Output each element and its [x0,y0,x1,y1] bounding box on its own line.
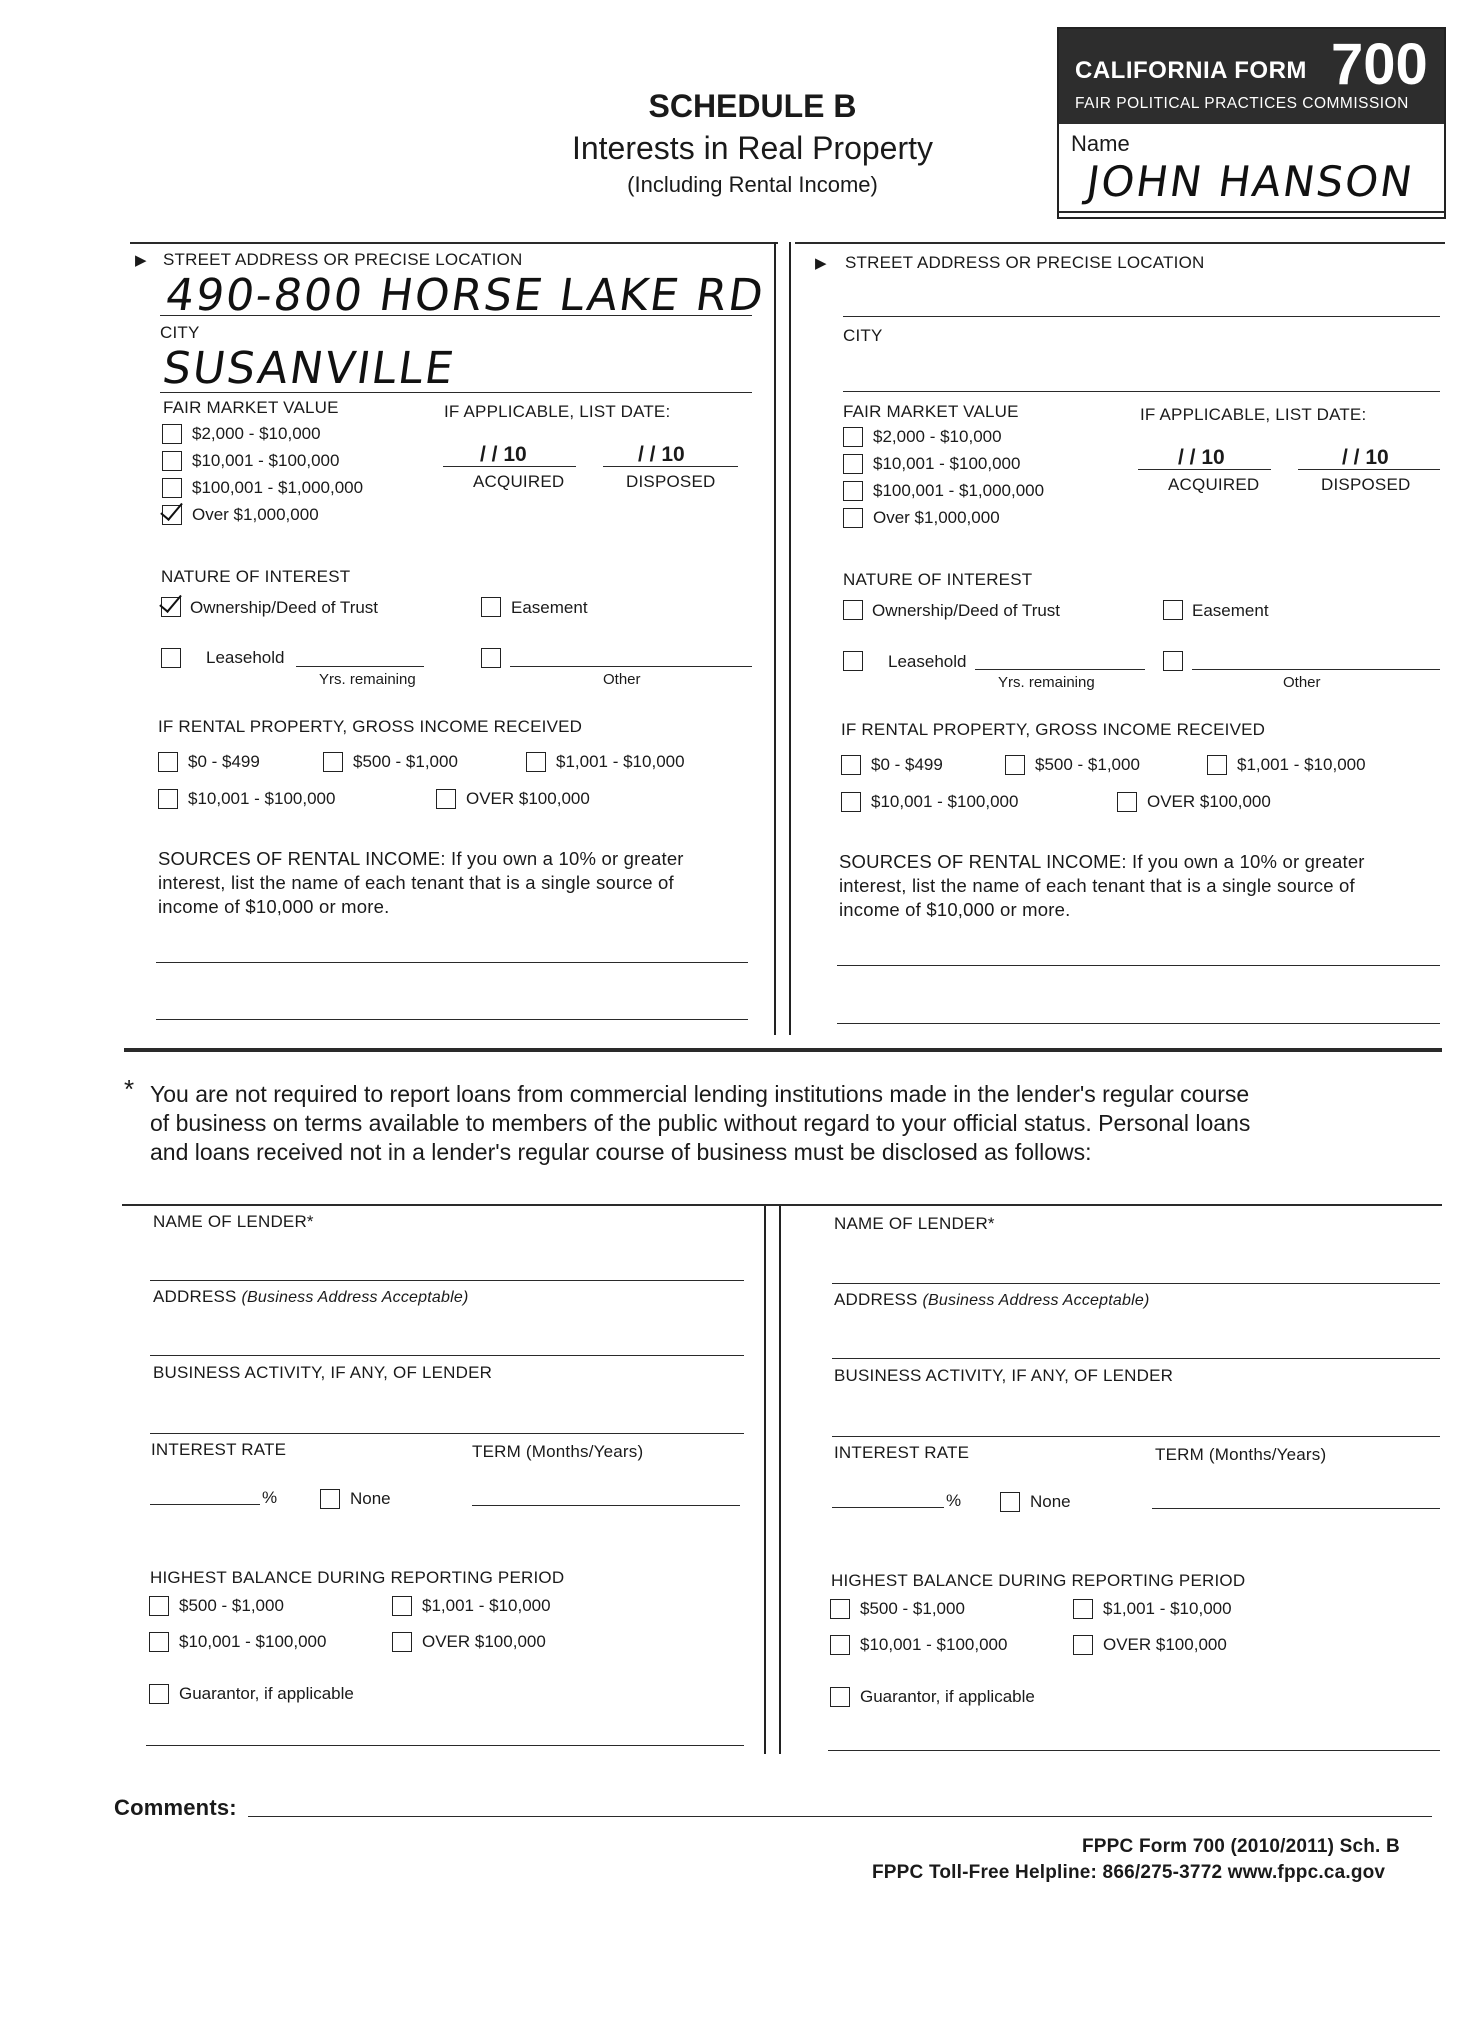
right-rental-option-4: $10,001 - $100,000 [871,792,1019,811]
left-rate-label: INTEREST RATE [151,1440,287,1459]
left-address-field[interactable]: 490-800 HORSE LAKE RD [162,270,769,321]
left-acquired-value[interactable]: / / 10 [480,443,527,466]
right-guarantor-field[interactable] [828,1750,1440,1751]
right-fmv-checkbox-1[interactable] [843,427,863,447]
right-lender-field[interactable] [832,1283,1440,1284]
right-term-field[interactable] [1152,1508,1440,1509]
left-fmv-checkbox-3[interactable] [162,478,182,498]
left-easement-checkbox[interactable] [481,597,501,617]
left-balance-option-2: $1,001 - $10,000 [422,1596,551,1615]
comments-field[interactable] [248,1816,1432,1817]
left-fmv-checkbox-1[interactable] [162,424,182,444]
right-acquired-label: ACQUIRED [1168,475,1260,494]
left-sources-text-1: SOURCES OF RENTAL INCOME: If you own a 10% or greater [158,848,684,869]
left-acquired-label: ACQUIRED [473,472,565,491]
right-fmv-option-3: $100,001 - $1,000,000 [873,481,1045,500]
right-city-label: CITY [843,326,883,345]
left-city-label: CITY [160,323,200,342]
property-divider-a [774,242,776,1035]
name-field[interactable]: JOHN HANSON [1083,157,1418,206]
right-ownership-checkbox[interactable] [843,600,863,620]
right-activity-label: BUSINESS ACTIVITY, IF ANY, OF LENDER [834,1366,1174,1385]
right-disposed-label: DISPOSED [1321,475,1411,494]
right-rental-option-3: $1,001 - $10,000 [1237,755,1366,774]
left-nature-label: NATURE OF INTEREST [161,567,351,586]
left-rental-checkbox-3[interactable] [526,752,546,772]
right-rental-option-1: $0 - $499 [871,755,943,774]
left-lender-field[interactable] [150,1280,744,1281]
left-yrs-label: Yrs. remaining [319,671,416,688]
loan-divider-a [764,1206,766,1754]
right-balance-option-1: $500 - $1,000 [860,1599,965,1618]
right-balance-checkbox-2[interactable] [1073,1599,1093,1619]
left-city-field[interactable]: SUSANVILLE [159,343,459,394]
form-banner [1059,29,1444,124]
left-rental-option-5: OVER $100,000 [466,789,590,808]
left-rental-checkbox-4[interactable] [158,789,178,809]
left-other-checkbox[interactable] [481,648,501,668]
left-sources-text-2: interest, list the name of each tenant that is a single source of [158,872,674,893]
left-tenant-line-2[interactable] [156,1019,748,1020]
form-label: CALIFORNIA FORM [1075,57,1307,84]
section-divider [124,1048,1442,1052]
right-fmv-checkbox-2[interactable] [843,454,863,474]
right-easement-checkbox[interactable] [1163,600,1183,620]
commission-label: FAIR POLITICAL PRACTICES COMMISSION [1075,95,1409,112]
right-balance-option-4: OVER $100,000 [1103,1635,1227,1654]
notice-line-1: You are not required to report loans from commercial lending institutions made in the lender's regular course [150,1081,1250,1107]
left-percent: % [262,1488,278,1507]
helpline-text: FPPC Toll-Free Helpline: 866/275-3772 www.fppc.ca.gov [872,1862,1386,1883]
schedule-title: SCHEDULE B [648,88,857,124]
left-loan-address-field[interactable] [150,1355,744,1356]
left-guarantor-field[interactable] [146,1745,744,1746]
right-other-checkbox[interactable] [1163,651,1183,671]
arrow-icon: ▶ [135,252,147,269]
right-balance-label: HIGHEST BALANCE DURING REPORTING PERIOD [831,1571,1246,1590]
left-easement-label: Easement [511,598,588,617]
left-sources-text-3: income of $10,000 or more. [158,896,390,917]
schedule-subtitle: Interests in Real Property [571,130,934,166]
right-address-label: STREET ADDRESS OR PRECISE LOCATION [845,253,1205,272]
right-rental-checkbox-3[interactable] [1207,755,1227,775]
right-list-date-label: IF APPLICABLE, LIST DATE: [1140,405,1367,424]
right-rental-checkbox-2[interactable] [1005,755,1025,775]
notice-line-2: of business on terms available to members of the public without regard to your official status. Personal loans [150,1110,1251,1136]
right-rental-option-5: OVER $100,000 [1147,792,1271,811]
right-ownership-label: Ownership/Deed of Trust [872,601,1061,620]
left-rental-option-1: $0 - $499 [188,752,260,771]
right-fmv-option-2: $10,001 - $100,000 [873,454,1021,473]
right-nature-label: NATURE OF INTEREST [843,570,1033,589]
right-none-checkbox[interactable] [1000,1492,1020,1512]
left-fmv-option-1: $2,000 - $10,000 [192,424,321,443]
schedule-note: (Including Rental Income) [627,172,878,197]
left-none-checkbox[interactable] [320,1489,340,1509]
left-other-label: Other [603,671,641,688]
arrow-icon: ▶ [815,255,827,272]
right-acquired-value[interactable]: / / 10 [1178,446,1225,469]
notice-star: * [124,1074,135,1104]
left-balance-checkbox-4[interactable] [392,1632,412,1652]
right-sources-text-2: interest, list the name of each tenant that is a single source of [839,875,1355,896]
loan-top-rule [122,1204,1442,1206]
right-loan-address-label: ADDRESS (Business Address Acceptable) [834,1290,1150,1309]
left-balance-option-1: $500 - $1,000 [179,1596,284,1615]
left-balance-option-4: OVER $100,000 [422,1632,546,1651]
left-guarantor-label: Guarantor, if applicable [179,1684,354,1703]
right-guarantor-label: Guarantor, if applicable [860,1687,1035,1706]
left-lender-label: NAME OF LENDER* [153,1212,314,1231]
right-balance-checkbox-4[interactable] [1073,1635,1093,1655]
right-lender-label: NAME OF LENDER* [834,1214,995,1233]
right-tenant-line-1[interactable] [837,965,1440,966]
right-activity-field[interactable] [832,1436,1440,1437]
left-loan-address-label: ADDRESS (Business Address Acceptable) [153,1287,469,1306]
right-sources-text-1: SOURCES OF RENTAL INCOME: If you own a 10% or greater [839,851,1365,872]
left-fmv-label: FAIR MARKET VALUE [163,398,339,417]
left-fmv-option-4: Over $1,000,000 [192,505,319,524]
right-fmv-option-4: Over $1,000,000 [873,508,1000,527]
right-guarantor-checkbox[interactable] [830,1687,850,1707]
left-balance-label: HIGHEST BALANCE DURING REPORTING PERIOD [150,1568,565,1587]
right-leasehold-label: Leasehold [888,652,967,671]
left-fmv-option-2: $10,001 - $100,000 [192,451,340,470]
left-leasehold-checkbox[interactable] [161,648,181,668]
left-rental-option-3: $1,001 - $10,000 [556,752,685,771]
left-ownership-checkbox[interactable] [161,597,181,617]
right-fmv-checkbox-3[interactable] [843,481,863,501]
left-ownership-label: Ownership/Deed of Trust [190,598,379,617]
right-balance-checkbox-3[interactable] [830,1635,850,1655]
name-label: Name [1071,131,1130,156]
right-other-label: Other [1283,674,1321,691]
form-number: 700 [1331,32,1428,97]
right-fmv-label: FAIR MARKET VALUE [843,402,1019,421]
left-tenant-line-1[interactable] [156,962,748,963]
left-fmv-option-3: $100,001 - $1,000,000 [192,478,364,497]
right-term-label: TERM (Months/Years) [1155,1445,1327,1464]
right-loan-address-field[interactable] [832,1358,1440,1359]
form-id-box [1057,27,1446,219]
left-disposed-label: DISPOSED [626,472,716,491]
left-guarantor-checkbox[interactable] [149,1684,169,1704]
right-rate-field[interactable] [832,1507,944,1508]
right-tenant-line-2[interactable] [837,1023,1440,1024]
property-divider-b [789,242,791,1035]
left-rental-checkbox-2[interactable] [323,752,343,772]
right-balance-checkbox-1[interactable] [830,1599,850,1619]
comments-label: Comments: [114,1795,237,1820]
right-yrs-label: Yrs. remaining [998,674,1095,691]
left-balance-option-3: $10,001 - $100,000 [179,1632,327,1651]
right-rental-checkbox-5[interactable] [1117,792,1137,812]
right-disposed-value[interactable]: / / 10 [1342,446,1389,469]
left-top-rule [130,242,778,244]
left-fmv-checkbox-2[interactable] [162,451,182,471]
right-sources-text-3: income of $10,000 or more. [839,899,1071,920]
left-leasehold-label: Leasehold [206,648,285,667]
right-rental-checkbox-4[interactable] [841,792,861,812]
right-rental-option-2: $500 - $1,000 [1035,755,1140,774]
left-term-label: TERM (Months/Years) [472,1442,644,1461]
left-rate-field[interactable] [150,1504,260,1505]
left-balance-checkbox-2[interactable] [392,1596,412,1616]
right-easement-label: Easement [1192,601,1269,620]
left-rental-label: IF RENTAL PROPERTY, GROSS INCOME RECEIVED [158,717,583,736]
right-rental-checkbox-1[interactable] [841,755,861,775]
right-address-field[interactable] [843,316,1440,317]
left-none-label: None [350,1489,391,1508]
left-address-label: STREET ADDRESS OR PRECISE LOCATION [163,250,523,269]
left-activity-field[interactable] [150,1433,744,1434]
right-top-rule [795,242,1445,244]
right-rate-label: INTEREST RATE [834,1443,970,1462]
right-leasehold-checkbox[interactable] [843,651,863,671]
left-fmv-checkbox-4[interactable] [162,505,182,525]
right-fmv-checkbox-4[interactable] [843,508,863,528]
left-activity-label: BUSINESS ACTIVITY, IF ANY, OF LENDER [153,1363,493,1382]
loan-divider-b [779,1206,781,1754]
right-balance-option-2: $1,001 - $10,000 [1103,1599,1232,1618]
notice-line-3: and loans received not in a lender's regular course of business must be disclosed as follows: [150,1139,1092,1165]
right-balance-option-3: $10,001 - $100,000 [860,1635,1008,1654]
form-reference: FPPC Form 700 (2010/2011) Sch. B [1082,1836,1400,1857]
right-city-field[interactable] [843,391,1440,392]
left-disposed-value[interactable]: / / 10 [638,443,685,466]
left-term-field[interactable] [472,1505,740,1506]
left-rental-checkbox-1[interactable] [158,752,178,772]
left-rental-checkbox-5[interactable] [436,789,456,809]
right-fmv-option-1: $2,000 - $10,000 [873,427,1002,446]
left-balance-checkbox-3[interactable] [149,1632,169,1652]
right-none-label: None [1030,1492,1071,1511]
right-percent: % [946,1491,962,1510]
left-rental-option-4: $10,001 - $100,000 [188,789,336,808]
left-rental-option-2: $500 - $1,000 [353,752,458,771]
left-balance-checkbox-1[interactable] [149,1596,169,1616]
left-list-date-label: IF APPLICABLE, LIST DATE: [444,402,671,421]
right-rental-label: IF RENTAL PROPERTY, GROSS INCOME RECEIVED [841,720,1266,739]
